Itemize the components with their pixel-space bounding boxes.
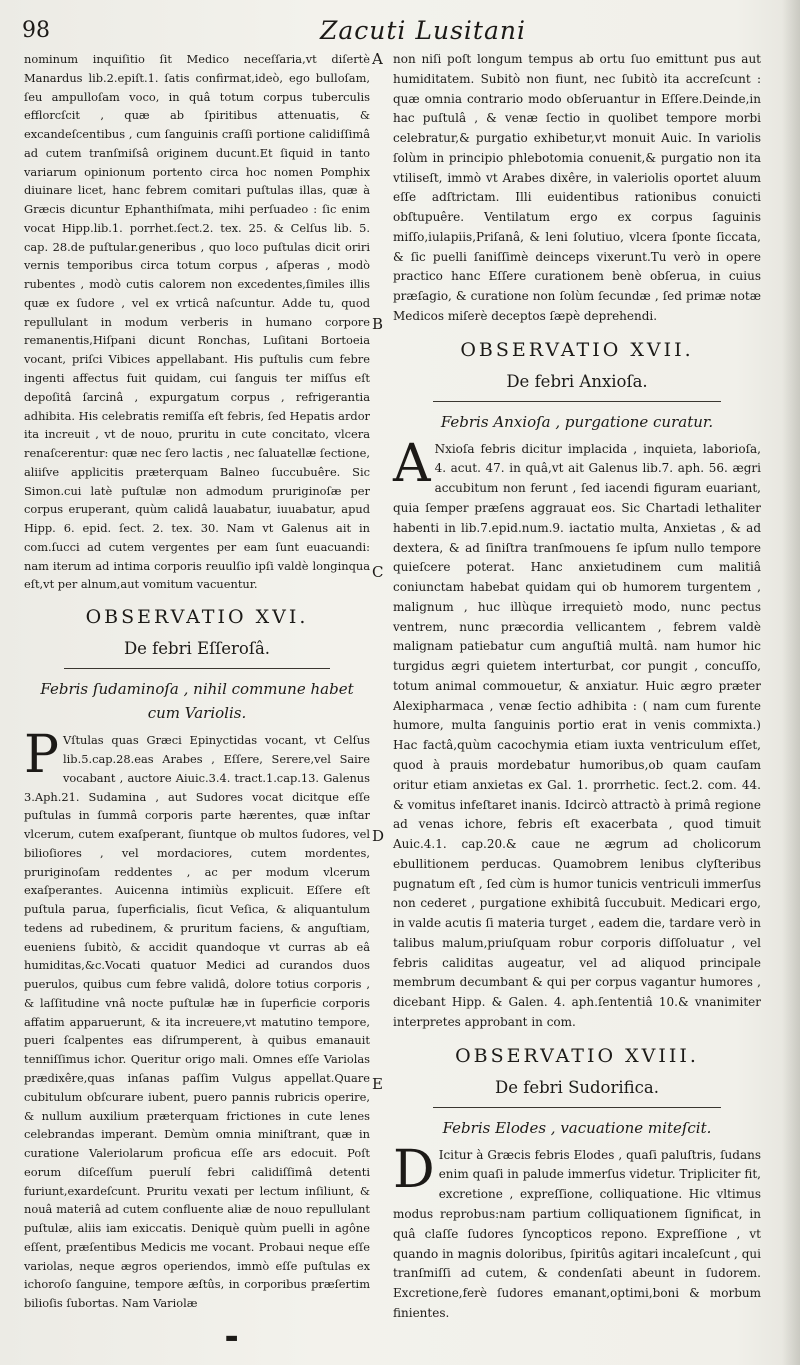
observation-18-body (393, 1139, 761, 1324)
right-paragraph-continued: non niſi poſt longum tempus ab ortu ſuo emittunt pus aut humiditatem. Subitò non fiunt, nec ſubitò ita accreſcunt : quæ omnia contrario modo obſeruantur in Eſſere.Deinde,in hac puſtulâ , & venæ ſectio in quolibet tempore morbi celebratur,& purgatio exhibetur,vt monuit Auic. In variolis ſolùm in principio phlebotomia conuenit,& purgatio non ita vtiliseſt, immò vt Arabes dixêre, in valeriolis oportet aluum eſſe adſtrictam. Illi euidentibus rationibus conuicti obſtupuêre. Ventilatum ergo ex corpus ſaguinis miſſo,iulapiis,Priſanâ, & leni ſolutiuo, vlcera ſponte ſiccata, & ſic puelli ſaniſſimè deinceps vixerunt.Tu verò in opere practico hanc Eſſere curationem benè obſerua, in cuius præſagio, & curatione non ſolùm ſecundæ , ſed primæ notæ Medicos miſerè deceptos ſæpè deprehendi. (393, 52, 761, 323)
observation-18-text: Icitur à Græcis febris Elodes , quaſi paluſtris, ſudans enim quaſi in palude immerſus videtur. Tripliciter fit, excretione , expreſſione, colliquatione. Hic vltimus modus reprobus:nam partium colliquationem ſignificat, in quâ claſſe ſudores ſyncopticos repono. Expreſſione , vt quando in magnis doloribus, ſpiritûs agitari incaleſcunt , qui tranſmiſſi ad cutem, & condenſati abeunt in ſudorem. Excretione,ferè ſudores emanant,optimi,boni & morbum finientes. (393, 1147, 761, 1320)
margin-letter-a: A (372, 50, 383, 68)
dropcap-p: P (24, 725, 59, 786)
observation-17-title: OBSERVATIO XVII. (460, 338, 694, 361)
right-column (393, 50, 761, 1324)
margin-letter-e: E (372, 1075, 383, 1093)
margin-letter-c: C (372, 563, 384, 581)
left-paragraph-continued: nominum inquiſitio ſit Medico neceſſaria,vt diſertè Manardus lib.2.epiſt.1. ſatis confirmat,ideò, ego bulloſam, ſeu ampulloſam voco, in quâ totum corpus tuberculis efflorcſcit , quæ ab ſpiritibus attenuatis, & excandeſcentibus , cum ſanguinis craſſi portione calidiſſimâ ad cutem tranſmiſsâ originem ducunt.Et ſiquid in tanto variarum opinionum portento circa hoc nomen Pomphix diuinare licet, hanc febrem comitari puſtulas illas, quæ à Græcis dicuntur Ephanthiſmata, mihi perſuadeo : ſic enim vocat Hipp.lib.1. porrhet.ſect.2. tex. 25. & Celſus lib. 5. cap. 28.de puſtular.generibus , quo loco puſtulas dicit oriri vernis temporibus circa totum corpus , aſperas , modò rubentes , modò cutis calorem non excedentes,ſimiles illis quæ ex ſudore , vel ex vrticâ naſcuntur. Adde tu, quod repullulant in modum verberis in humano corpore remanentis,Hiſpani dicunt Ronchas, Luſitani Bortoeia vocant, priſci Vibices appellabant. His puſtulis cum febre ingenti affectus fuit quidam, cui ſanguis ter miſſus eſt depoſitâ ſarcinâ , expurgatum corpus , refrigerantia adhibita. His celebratis remiſſa eſt febris, ſed Hepatis ardor ita increuit , vt de nouo, pruritu in cute concitato, vlcera renaſcerentur: quæ nec ſero lactis , nec ſaluatellæ ſectione, aliiſve applicitis præterquam Balneo ſuccubuêre. Sic Simon.cui latè puſtulæ non admodum pruriginoſæ per corpus eruperant, quùm calidâ lauabatur, iuuabatur, apud Hipp. 6. epid. ſect. 2. tex. 30. Nam vt Galenus ait in com.ſucci ad cutem vergentes per eam ſunt euacuandi: nam iterum ad intima corporis reuulſio ipſi valdè longinqua eſt,vt per alnum,aut vomitum vacuentur. (24, 52, 370, 592)
observation-18-summary: Febris Elodes , vacuatione miteſcit. (442, 1118, 712, 1137)
divider (433, 1107, 721, 1108)
footer-mark: ▬ (225, 1330, 239, 1346)
page-edge-shadow (782, 0, 800, 1365)
left-column (24, 50, 370, 1313)
observation-18-subtitle: De febri Sudorifica. (494, 1077, 659, 1097)
observation-17-body (393, 433, 761, 1033)
observation-16-text: Vſtulas quas Græci Epinyctidas vocant, vt Celſus lib.5.cap.28.eas Arabes , Eſſere, Serere,vel Saire vocabant , auctore Aiuic.3.4. tract.1.cap.13. Galenus 3.Aph.21. Sudamina , aut Sudores vocat dicitque eſſe puſtulas in ſummâ corporis parte hærentes, quæ inſtar vlcerum, cutem exaſperant, ſiuntque ob multos ſudores, vel bilioſiores , vel mordaciores, cutem mordentes, pruriginoſam reddentes , ac per modum vlcerum exaſperantes. Auicenna intimiùs explicuit. Eſſere eſt puſtula parua, ſuperficialis, ſicut Veſica, & aliquantulum tedens ad rubedinem, & pruritum faciens, & anguſtiam, eueniens ſubitò, & accidit quandoque vt curras ab eâ humiditas,&c.Vocati quatuor Medici ad curandos duos puerulos, quibus cum febre validâ, dolore totius corporis , & laſſitudine vnâ nocte puſtulæ hæ in ſuperficie corporis affatim apparuerunt, & ita increuere,vt matutino tempore, pueri ſcalpentes eas diſrumperent, à quibus emanauit tenniſſimus ichor. Queritur origo mali. Omnes eſſe Variolas prædixêre,quas inſanas paſſim Vulgus appellat.Quare cubitulum obſcurare iubent, puero pannis rubricis operire, & nullum auxilium præterquam frictiones in cute lenes celebrandas imperant. Demùm omnia miniſtrant, quæ in curatione Valeriolarum proficua eſſe ars edocuit. Poſt eorum diſceſſum puerulí febri calidiſſimâ detenti furiunt,exardeſcunt. Pruritu vexati per lectum inſiliunt, & nouâ materiâ ad cutem confluente aliæ de nouo repullulant puſtulæ, aliis iam exiccatis. Deniquè quùm puelli in agône eſſent, præſentibus Medicis me vocant. Probaui neque eſſe variolas, neque ægros operiendos, immò eſſe puſtulas ex ichoroſo ſanguine, tempore æſtûs, in corporibus præſertim bilioſis ſubortas. Nam Variolæ (24, 733, 370, 1311)
margin-letter-d: D (372, 827, 385, 845)
observation-16-title: OBSERVATIO XVI. (85, 606, 309, 629)
page-number: 98 (22, 18, 50, 43)
observation-17-subtitle: De febri Anxioſa. (506, 371, 648, 391)
observation-16-body (24, 725, 370, 1313)
observation-18-title: OBSERVATIO XVIII. (455, 1044, 699, 1067)
observation-16-subtitle: De febri Eſſeroſâ. (123, 639, 271, 659)
margin-letter-b: B (372, 315, 384, 333)
observation-16-summary: Febris ſudaminoſa , nihil commune habet cum Variolis. (40, 680, 354, 723)
running-title: Zacuti Lusitani (320, 16, 526, 45)
dropcap-d: D (393, 1139, 435, 1200)
observation-17-text: Nxioſa febris dicitur implacida , inquieta, laborioſa, 4. acut. 47. in quâ,vt ait Galenus lib.7. aph. 56. ægri accubitum non ferunt , ſed iacendi figuram euariant, quia ſemper præſens aggrauat eos. Sic Chartadi lethaliter habenti in lib.7.epid.num.9. iactatio multa, Anxietas , & ad dextera, & ad ſiniſtra tranſmouens ſe ipſum nullo tempore quieſcere poterat. Hanc anxietudinem cum malitiâ coniunctam habebat quidam qui ob humorem turgentem , malignum , huc illùque irrequietò modo, nunc pectus ventrem, nunc præcordia vellicantem , febrem valdè malignam patiebatur cum anguſtiâ multâ. nam humor hic turgidus ægri quietem interturbat, cor pungit , concuſſo, totum animal commouetur, & anxiatur. Huic ægro præter Alexipharmaca , venæ ſectio adhibita : ( nam cum furente humore, multa ſanguinis portio erat in venis commixta.) Hac factâ,quùm cacochymia etiam iuxta ventriculum eſſet, quod à prauis mordebatur humoribus,ob quam cauſam oritur etiam anxietas ex Gal. 1. prorrhetic. ſect.2. com. 44. & vomitus infeſtaret inanis. Idcircò attractò à primâ regione ad venas ichore, febris eſt exacerbata , quod timuit Auic.4.1. cap.20.& caue ne ægrum ad cholicorum ebullitionem perducas. Quamobrem lenibus clyſteribus pugnatum eſt , ſed cùm is humor tunicis ventriculi immerſus non cederet , purgatione exhibitâ ſuccubuit. Medicari ergo, in valde acutis ſi materia turget , eadem die, tardare verò in talibus malum,priuſquam robur corporis diſſoluatur , vel febris caliditas augeatur, vel ad aliquod principale membrum decumbant & qui per corpus vagantur humores , dicebant Hipp. & Galen. 4. aph.ſententiâ 10.& vnanimiter interpretes approbant in com. (393, 441, 761, 1029)
dropcap-a: A (393, 433, 431, 494)
observation-17-summary: Febris Anxioſa , purgatione curatur. (440, 412, 714, 431)
divider (433, 401, 721, 402)
divider (64, 668, 330, 669)
